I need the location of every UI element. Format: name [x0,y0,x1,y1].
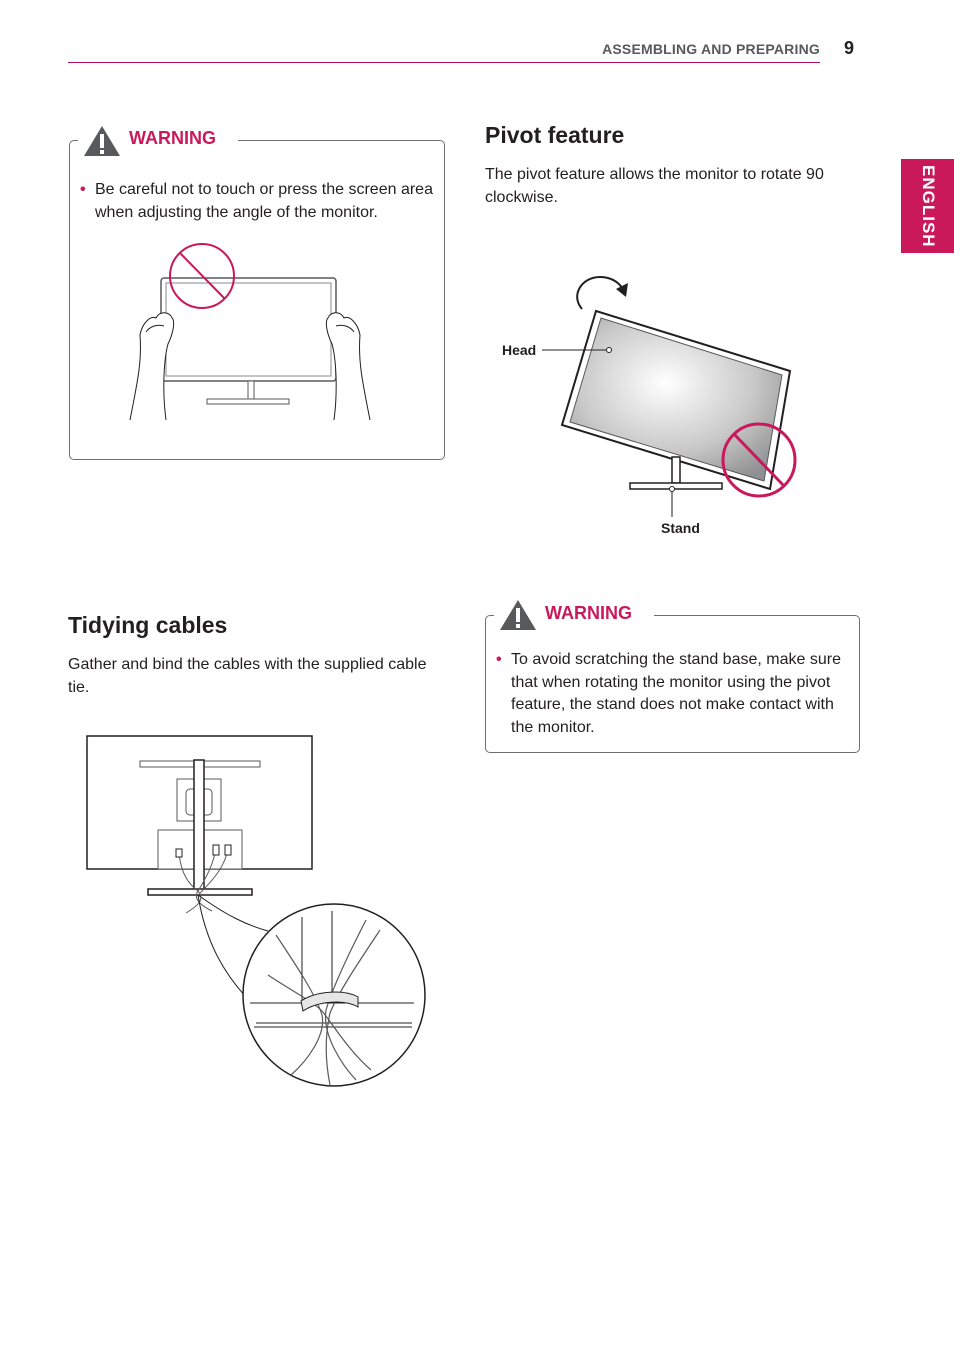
pivot-heading: Pivot feature [485,122,625,148]
warning-title-bottom: WARNING [541,603,636,624]
cable-tie-illustration [86,735,431,1090]
stand-label: Stand [661,520,700,536]
monitor-adjust-illustration [120,240,380,425]
pivot-illustration [500,265,810,540]
warning-text-bottom: To avoid scratching the stand base, make sure that when rotating the monitor using the pivot feature, the stand does not make contact with the monitor. [511,651,841,736]
warning-triangle-icon [499,599,537,631]
tidying-description: Gather and bind the cables with the supplied cable tie. [68,656,427,696]
warning-triangle-icon [83,125,121,157]
warning-text-top: Be careful not to touch or press the screen area when adjusting the angle of the monitor. [95,181,433,221]
warning-title-top: WARNING [125,128,220,149]
header-rule [68,62,820,63]
head-label: Head [502,342,537,358]
bullet-marker: • [496,651,502,668]
language-tab [901,159,954,253]
pivot-description: The pivot feature allows the monitor to rotate 90 clockwise. [485,166,824,206]
page-number: 9 [844,38,855,58]
tidying-heading: Tidying cables [68,612,228,638]
bullet-marker: • [80,181,86,198]
language-tab-label: ENGLISH [919,164,938,248]
running-header: ASSEMBLING AND PREPARING [602,41,820,57]
